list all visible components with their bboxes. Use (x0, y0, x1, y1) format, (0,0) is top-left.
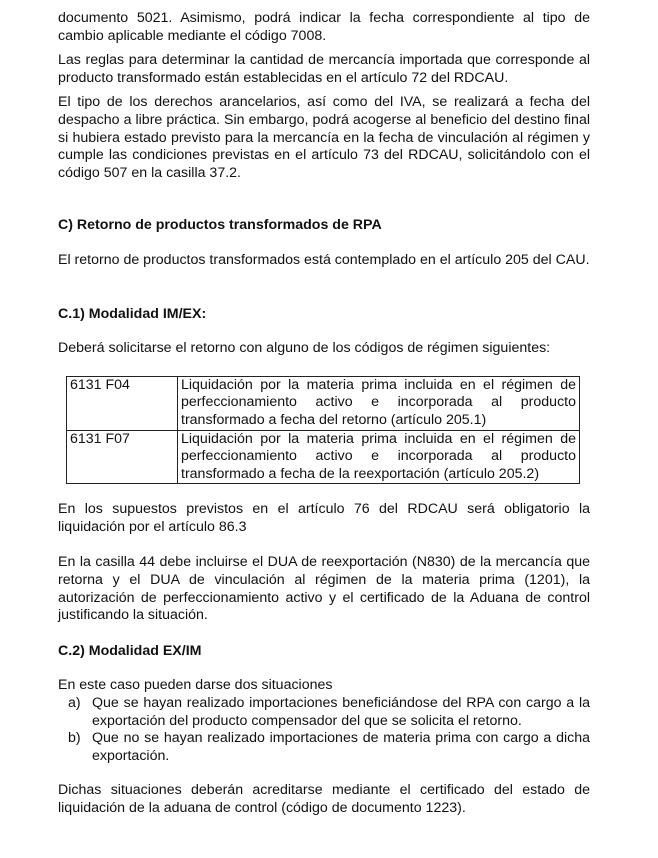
section-c2-heading: C.2) Modalidad EX/IM (58, 642, 202, 659)
regime-code-cell: 6131 F04 (67, 376, 178, 430)
section-c2-text: En este caso pueden darse dos situaciones (58, 677, 333, 694)
list-item (58, 695, 590, 730)
intro-paragraph-1: documento 5021. Asimismo, podrá indicar la fecha correspondiente al tipo de cambio aplicable mediante el código 7008. (58, 10, 590, 44)
situations-list (58, 695, 590, 765)
regime-codes-table (66, 376, 580, 485)
list-marker: a) (68, 695, 81, 712)
regime-description-cell: Liquidación por la materia prima incluida en el régimen de perfeccionamiento activo e incorporada al producto transformado a fecha de la reexportación (artículo 205.2) (178, 430, 580, 484)
section-c-text: El retorno de productos transformados está contemplado en el artículo 205 del CAU. (58, 251, 590, 268)
section-c2-closing: Dichas situaciones deberán acreditarse mediante el certificado del estado de liquidación de la aduana de control (código de documento 1223). (58, 782, 590, 816)
list-item (58, 730, 590, 765)
regime-code-cell: 6131 F07 (67, 430, 178, 484)
table-row (67, 430, 580, 484)
section-c1-note-2: En la casilla 44 debe incluirse el DUA de reexportación (N830) de la mercancía que retorna y el DUA de vinculación al régimen de la materia prima (1201), la autorización de perfeccionamiento activo y el certificado de la Aduana de control justificando la situación. (58, 554, 590, 624)
section-c1-heading: C.1) Modalidad IM/EX: (58, 305, 207, 322)
section-c-heading: C) Retorno de productos transformados de RPA (58, 217, 382, 234)
document-page (58, 10, 590, 818)
intro-paragraph-3: El tipo de los derechos arancelarios, así como del IVA, se realizará a fecha del despacho a libre práctica. Sin embargo, podrá acogerse al beneficio del destino final si hubiera estado previsto para la mercancía en la fecha de vinculación al régimen y cumple las condiciones previstas en el artículo 73 del RDCAU, solicitándolo con el código 507 en la casilla 37.2. (58, 94, 590, 181)
list-marker: b) (68, 730, 81, 747)
intro-paragraph-2: Las reglas para determinar la cantidad de mercancía importada que corresponde al producto transformado están establecidas en el artículo 72 del RDCAU. (58, 52, 590, 86)
regime-description-cell: Liquidación por la materia prima incluida en el régimen de perfeccionamiento activo e incorporada al producto transformado a fecha del retorno (artículo 205.1) (178, 376, 580, 430)
list-item-text: Que se hayan realizado importaciones beneficiándose del RPA con cargo a la exportación del producto compensador del que se solicita el retorno. (92, 695, 590, 729)
table-row (67, 376, 580, 430)
list-item-text: Que no se hayan realizado importaciones de materia prima con cargo a dicha exportación. (92, 730, 590, 764)
section-c1-text: Deberá solicitarse el retorno con alguno de los códigos de régimen siguientes: (58, 340, 551, 357)
section-c1-note-1: En los supuestos previstos en el artículo 76 del RDCAU será obligatorio la liquidación por el artículo 86.3 (58, 501, 590, 535)
